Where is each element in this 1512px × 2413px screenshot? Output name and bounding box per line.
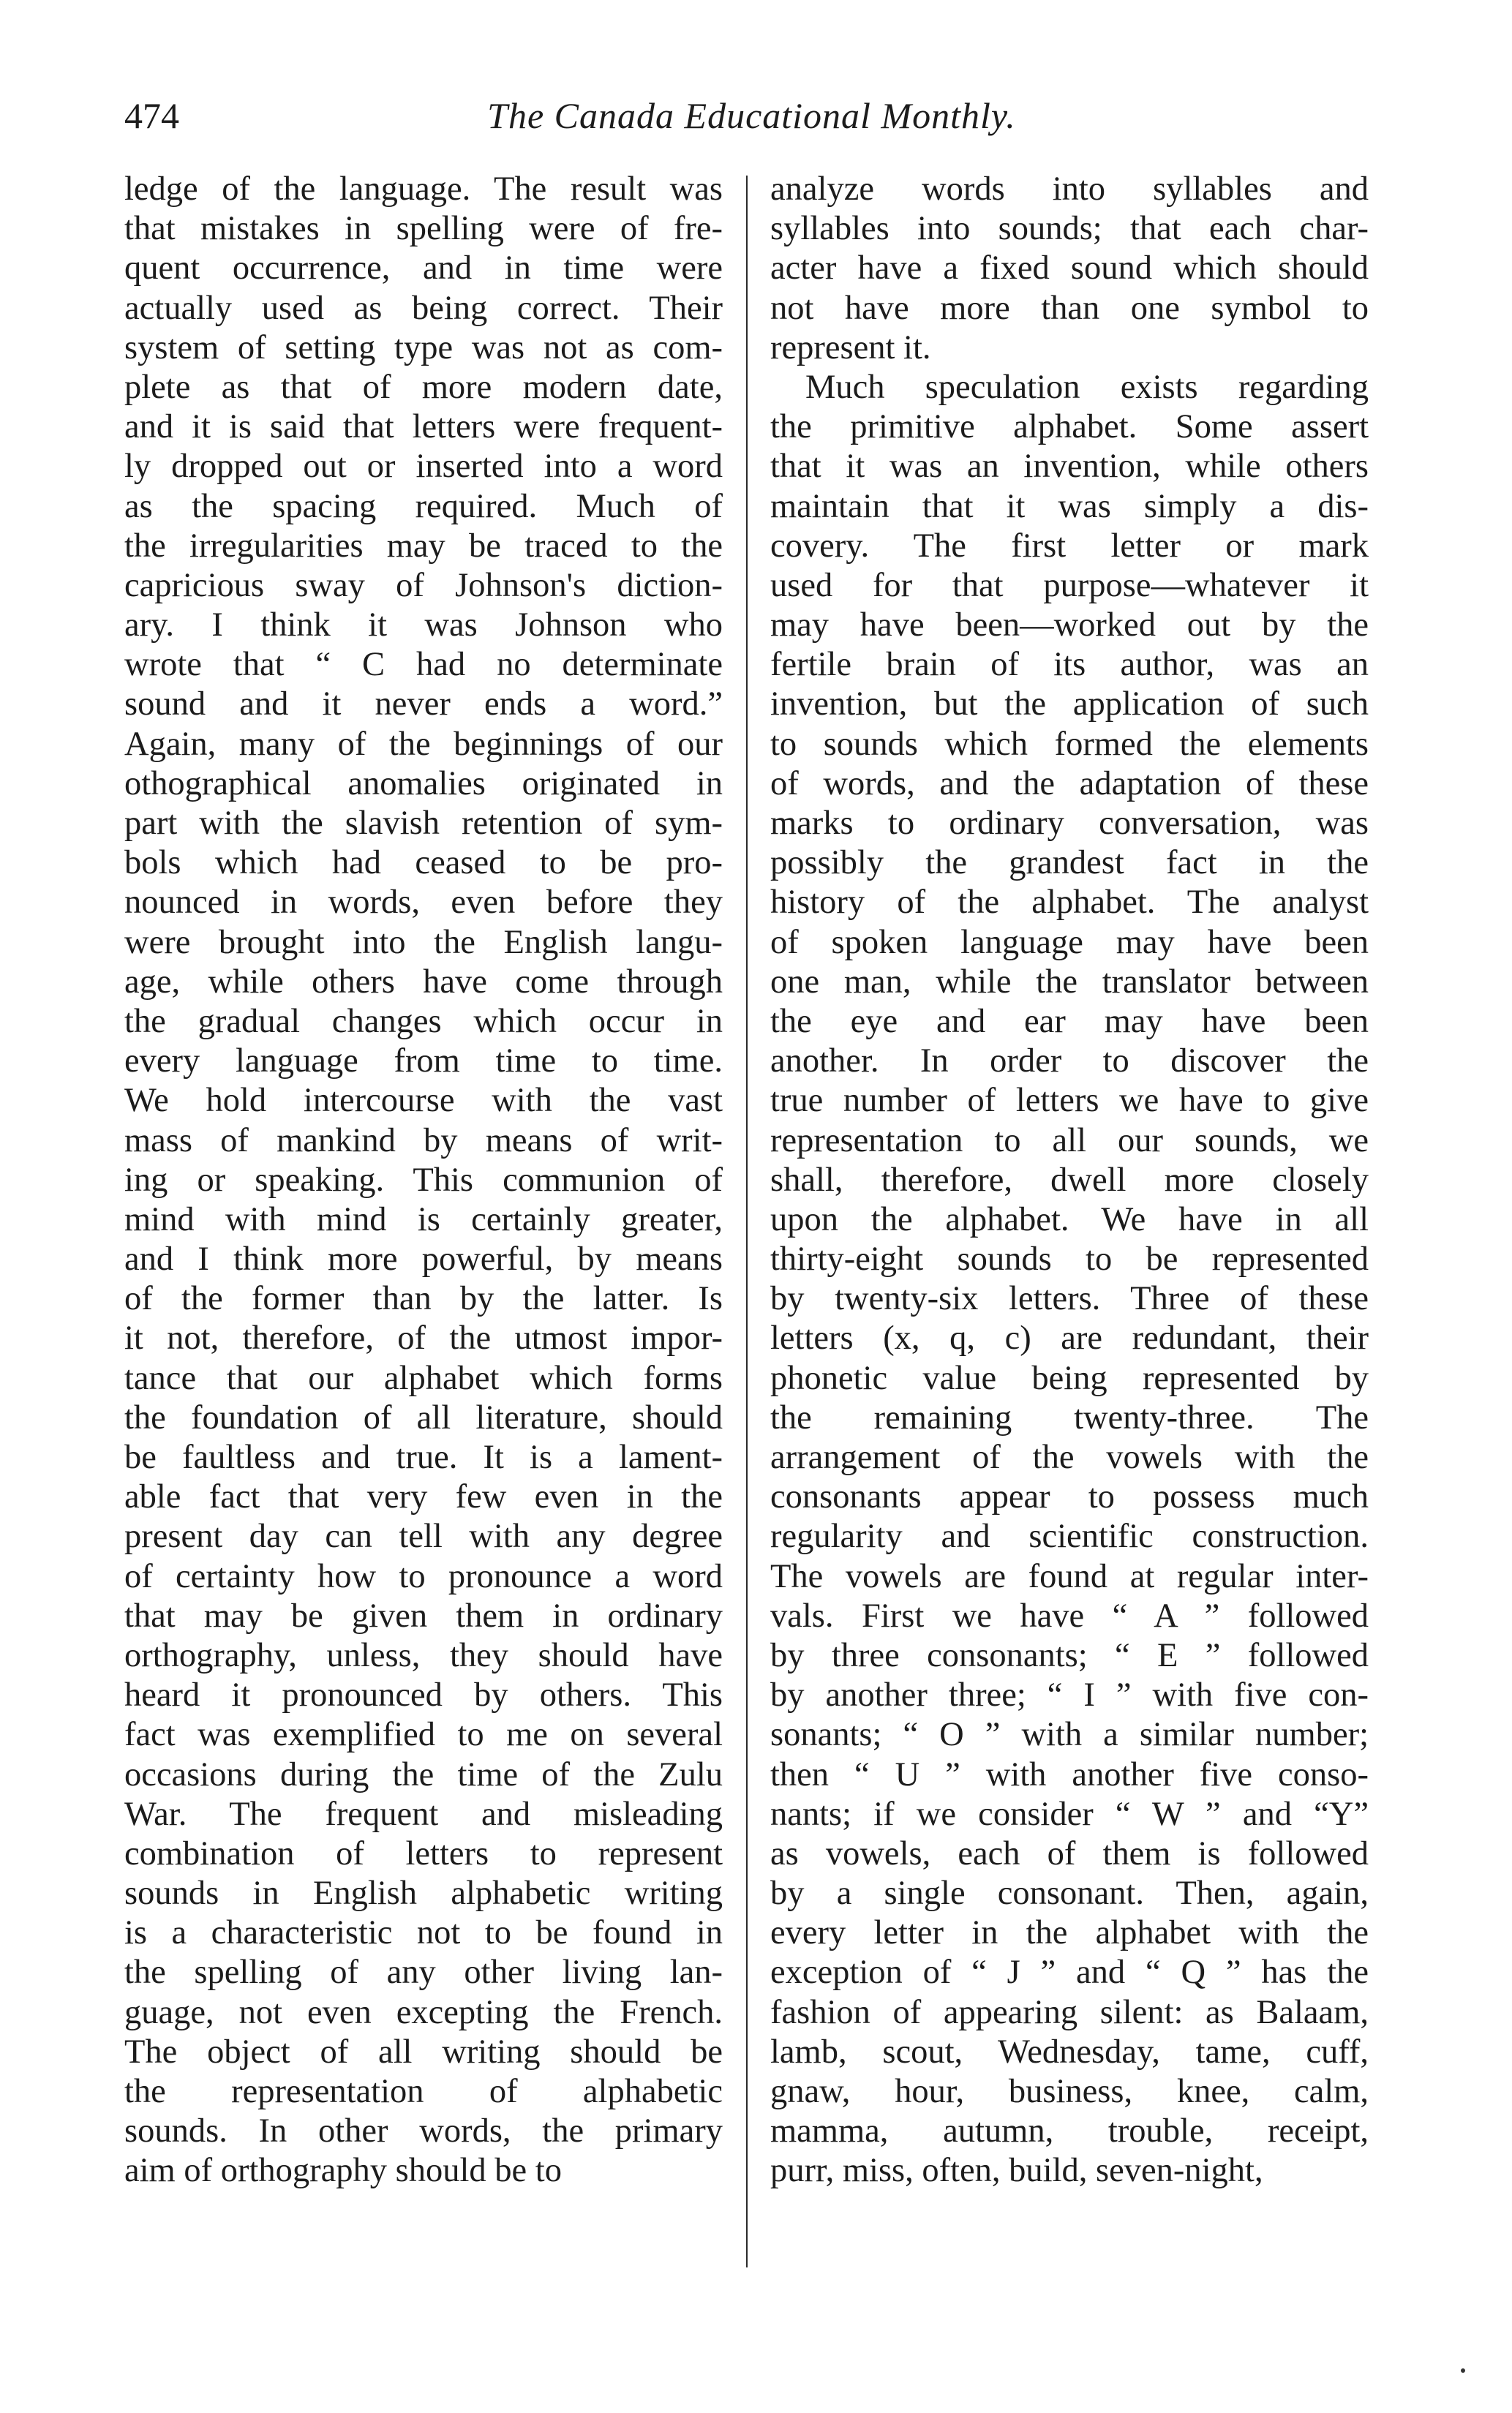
text-line: the eye and ear may have been — [770, 1002, 1369, 1040]
text-line: quent occurrence, and in time were — [124, 249, 723, 287]
text-line: Again, many of the beginnings of our — [124, 725, 723, 763]
text-line: fertile brain of its author, was an — [770, 646, 1369, 684]
text-line: may have been—worked out by the — [770, 606, 1369, 644]
text-line: The object of all writing should be — [124, 2033, 723, 2071]
text-line: marks to ordinary conversation, was — [770, 805, 1369, 842]
text-line: shall, therefore, dwell more closely — [770, 1161, 1369, 1199]
text-line: heard it pronounced by others. This — [124, 1676, 723, 1714]
text-line: represent it. — [770, 328, 931, 366]
text-line: nants; if we consider “ W ” and “Y” — [770, 1795, 1369, 1833]
text-line: orthography, unless, they should have — [124, 1636, 723, 1674]
text-line: combination of letters to represent — [124, 1834, 723, 1872]
text-line: present day can tell with any degree — [124, 1518, 723, 1556]
text-line: the gradual changes which occur in — [124, 1002, 723, 1040]
text-line: system of setting type was not as com- — [124, 328, 723, 366]
text-line: War. The frequent and misleading — [124, 1795, 723, 1833]
text-line: phonetic value being represented by — [770, 1359, 1369, 1397]
text-line: sonants; “ O ” with a similar number; — [770, 1716, 1369, 1754]
text-line: able fact that very few even in the — [124, 1478, 723, 1516]
text-line: covery. The first letter or mark — [770, 527, 1369, 565]
text-line: be faultless and true. It is a lament- — [124, 1439, 723, 1476]
text-line: guage, not even excepting the French. — [124, 1993, 723, 2031]
text-line: exception of “ J ” and “ Q ” has the — [770, 1954, 1369, 1992]
text-line: Much speculation exists regarding — [805, 368, 1369, 406]
text-line: bols which had ceased to be pro- — [124, 844, 723, 882]
text-line: gnaw, hour, business, knee, calm, — [770, 2073, 1369, 2110]
text-line: representation to all our sounds, we — [770, 1121, 1369, 1159]
text-line: and I think more powerful, by means — [124, 1241, 723, 1279]
text-line: the spelling of any other living lan- — [124, 1954, 723, 1992]
text-line: nounced in words, even before they — [124, 884, 723, 922]
text-line: part with the slavish retention of sym- — [124, 805, 723, 842]
text-line: by three consonants; “ E ” followed — [770, 1636, 1369, 1674]
text-line: sounds in English alphabetic writing — [124, 1875, 723, 1913]
text-line: of spoken language may have been — [770, 923, 1369, 961]
text-line: as vowels, each of them is followed — [770, 1834, 1369, 1872]
text-line: lamb, scout, Wednesday, tame, cuff, — [770, 2033, 1369, 2071]
text-line: mind with mind is certainly greater, — [124, 1200, 723, 1238]
text-line: letters (x, q, c) are redundant, their — [770, 1320, 1369, 1358]
text-line: sound and it never ends a word.” — [124, 685, 723, 723]
text-line: consonants appear to possess much — [770, 1478, 1369, 1516]
text-line: by twenty-six letters. Three of these — [770, 1280, 1369, 1318]
text-line: every language from time to time. — [124, 1042, 723, 1080]
text-line: ledge of the language. The result was — [124, 170, 723, 208]
text-line: another. In order to discover the — [770, 1042, 1369, 1080]
running-title: The Canada Educational Monthly. — [487, 95, 1016, 136]
text-line: thirty-eight sounds to be represented — [770, 1241, 1369, 1279]
text-line: fact was exemplified to me on several — [124, 1716, 723, 1754]
text-line: were brought into the English langu- — [124, 923, 723, 961]
text-line: that may be given them in ordinary — [124, 1597, 723, 1635]
text-line: the representation of alphabetic — [124, 2073, 723, 2110]
text-line: of certainty how to pronounce a word — [124, 1557, 723, 1595]
text-line: ary. I think it was Johnson who — [124, 606, 723, 644]
text-line: as the spacing required. Much of — [124, 487, 723, 525]
text-line: that it was an invention, while others — [770, 448, 1369, 486]
text-line: upon the alphabet. We have in all — [770, 1200, 1369, 1238]
text-line: age, while others have come through — [124, 963, 723, 1001]
text-line: acter have a fixed sound which should — [770, 249, 1369, 287]
text-line: analyze words into syllables and — [770, 170, 1369, 208]
text-line: vals. First we have “ A ” followed — [770, 1597, 1369, 1635]
text-line: mamma, autumn, trouble, receipt, — [770, 2112, 1369, 2150]
text-line: that mistakes in spelling were of fre- — [124, 210, 723, 248]
text-line: of words, and the adaptation of these — [770, 764, 1369, 802]
text-line: tance that our alphabet which forms — [124, 1359, 723, 1397]
text-line: capricious sway of Johnson's diction- — [124, 566, 723, 604]
text-line: arrangement of the vowels with the — [770, 1439, 1369, 1476]
text-line: the irregularities may be traced to the — [124, 527, 723, 565]
text-line: purr, miss, often, build, seven-night, — [770, 2152, 1263, 2190]
text-line: ly dropped out or inserted into a word — [124, 448, 723, 486]
text-line: true number of letters we have to give — [770, 1082, 1369, 1120]
text-line: aim of orthography should be to — [124, 2152, 562, 2190]
page-header — [124, 86, 1379, 145]
text-line: sounds. In other words, the primary — [124, 2112, 723, 2150]
text-line: invention, but the application of such — [770, 685, 1369, 723]
text-line: wrote that “ C had no determinate — [124, 646, 723, 684]
text-line: actually used as being correct. Their — [124, 289, 723, 327]
text-line: the foundation of all literature, should — [124, 1399, 723, 1437]
text-line: regularity and scientific construction. — [770, 1518, 1369, 1556]
text-line: history of the alphabet. The analyst — [770, 884, 1369, 922]
text-line: of the former than by the latter. Is — [124, 1280, 723, 1318]
text-line: The vowels are found at regular inter- — [770, 1557, 1369, 1595]
text-line: syllables into sounds; that each char- — [770, 210, 1369, 248]
text-line: We hold intercourse with the vast — [124, 1082, 723, 1120]
text-line: used for that purpose—whatever it — [770, 566, 1369, 604]
text-line: by a single consonant. Then, again, — [770, 1875, 1369, 1913]
text-line: not have more than one symbol to — [770, 289, 1369, 327]
text-line: possibly the grandest fact in the — [770, 844, 1369, 882]
text-line: ing or speaking. This communion of — [124, 1161, 723, 1199]
right-text-column — [770, 170, 1369, 2191]
text-line: mass of mankind by means of writ- — [124, 1121, 723, 1159]
text-line: by another three; “ I ” with five con- — [770, 1676, 1369, 1714]
text-line: and it is said that letters were frequent- — [124, 408, 723, 446]
text-line: othographical anomalies originated in — [124, 764, 723, 802]
text-line: occasions during the time of the Zulu — [124, 1755, 723, 1793]
text-line: the primitive alphabet. Some assert — [770, 408, 1369, 446]
text-line: is a characteristic not to be found in — [124, 1914, 723, 1952]
text-line: it not, therefore, of the utmost impor- — [124, 1320, 723, 1358]
page-number: 474 — [124, 95, 179, 136]
text-line: to sounds which formed the elements — [770, 725, 1369, 763]
print-speck — [1461, 2368, 1465, 2373]
column-divider — [746, 176, 748, 2267]
text-line: then “ U ” with another five conso- — [770, 1755, 1369, 1793]
text-line: every letter in the alphabet with the — [770, 1914, 1369, 1952]
left-text-column — [124, 170, 723, 2191]
text-line: fashion of appearing silent: as Balaam, — [770, 1993, 1369, 2031]
text-line: one man, while the translator between — [770, 963, 1369, 1001]
text-line: maintain that it was simply a dis- — [770, 487, 1369, 525]
text-line: the remaining twenty-three. The — [770, 1399, 1369, 1437]
text-line: plete as that of more modern date, — [124, 368, 723, 406]
